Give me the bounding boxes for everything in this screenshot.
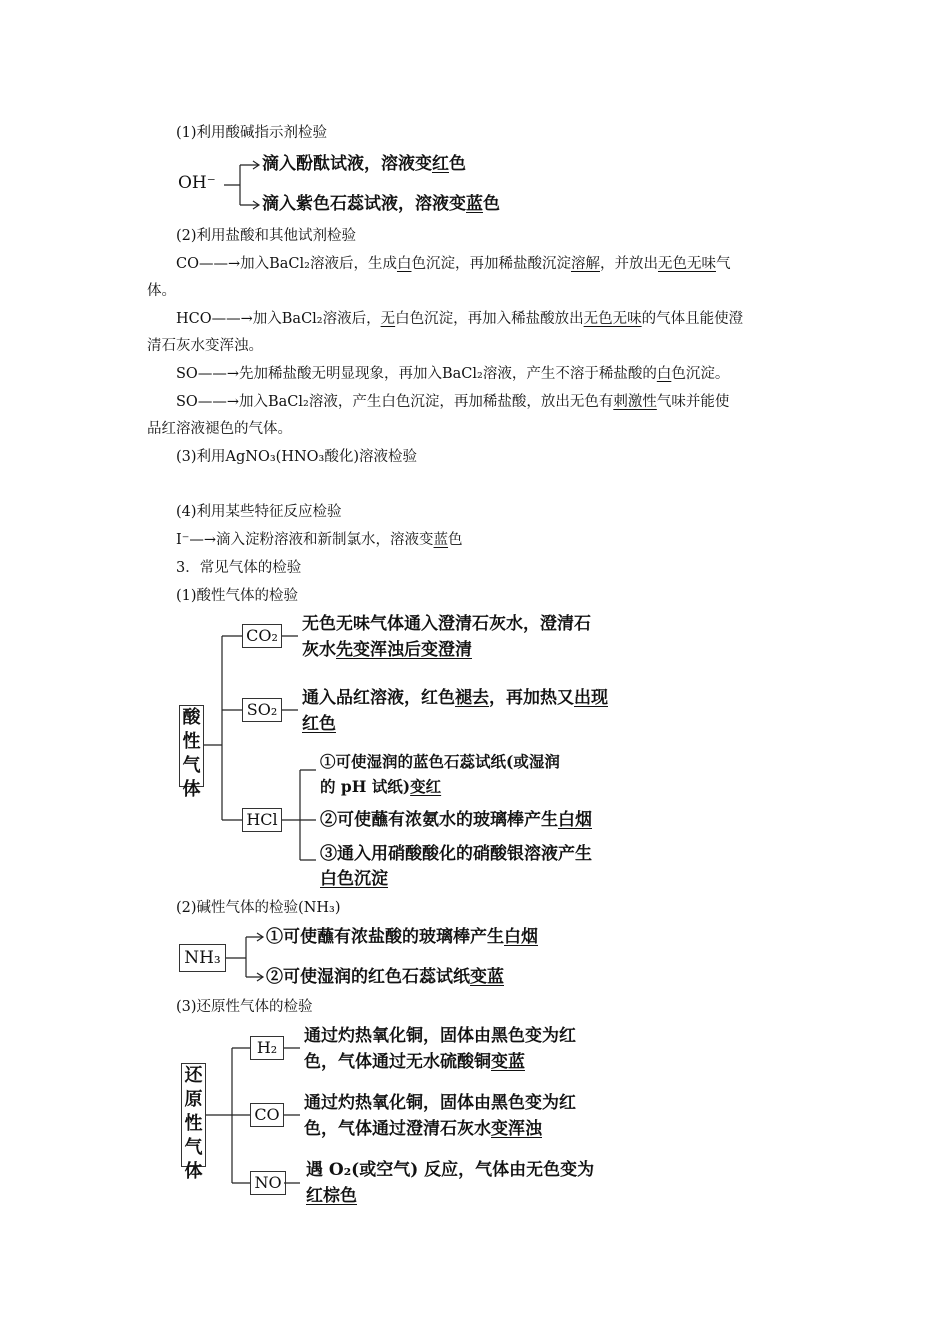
so2-desc-2: 红色 <box>302 714 336 734</box>
h2-desc-2: 色，气体通过无水硫酸铜变蓝 <box>304 1052 525 1072</box>
indicator-line-1: 滴入酚酞试液，溶液变红色 <box>262 154 466 174</box>
nh3-box: NH₃ <box>179 944 226 972</box>
hcl-item-1b: 的 pH 试纸)变红 <box>320 777 442 796</box>
section-title-indicator: (1)利用酸碱指示剂检验 <box>176 125 328 141</box>
section-title-hcl: (2)利用盐酸和其他试剂检验 <box>176 228 357 244</box>
carbonate-line-cont: 体。 <box>147 283 176 299</box>
co2-desc-1: 无色无味气体通入澄清石灰水，澄清石 <box>302 614 591 634</box>
indicator-line-2: 滴入紫色石蕊试液，溶液变蓝色 <box>262 194 500 214</box>
acid-gas-group-box: 酸性气体 <box>179 705 204 787</box>
co2-box: CO₂ <box>242 624 282 648</box>
gas-detection-heading: 3．常见气体的检验 <box>176 560 302 576</box>
hcl-item-3a: ③通入用硝酸酸化的硝酸银溶液产生 <box>320 844 592 864</box>
no-desc-1: 遇 O₂(或空气) 反应，气体由无色变为 <box>306 1160 595 1180</box>
co-box: CO <box>250 1103 284 1127</box>
hcl-item-3b: 白色沉淀 <box>320 869 388 889</box>
no-desc-2: 红棕色 <box>306 1186 357 1206</box>
carbonate-line: CO——→加入BaCl₂溶液后，生成白色沉淀，再加稀盐酸沉淀溶解，并放出无色无味气 <box>176 256 731 272</box>
co-desc-2: 色，气体通过澄清石灰水变浑浊 <box>304 1119 542 1139</box>
reducing-gas-title: (3)还原性气体的检验 <box>176 999 313 1015</box>
section-title-feature: (4)利用某些特征反应检验 <box>176 504 342 520</box>
hcl-item-2: ②可使蘸有浓氨水的玻璃棒产生白烟 <box>320 810 592 830</box>
iodide-line: I⁻—→滴入淀粉溶液和新制氯水，溶液变蓝色 <box>176 532 463 548</box>
no-box: NO <box>250 1171 286 1195</box>
section-title-agno3: (3)利用AgNO₃(HNO₃酸化)溶液检验 <box>176 449 418 465</box>
bicarbonate-line: HCO——→加入BaCl₂溶液后，无白色沉淀，再加入稀盐酸放出无色无味的气体且能使澄 <box>176 311 744 327</box>
hcl-item-1a: ①可使湿润的蓝色石蕊试纸(或湿润 <box>320 752 560 771</box>
acid-gas-title: (1)酸性气体的检验 <box>176 588 299 604</box>
co2-desc-2: 灰水先变浑浊后变澄清 <box>302 640 472 660</box>
co-desc-1: 通过灼热氧化铜，固体由黑色变为红 <box>304 1093 576 1113</box>
hcl-box: HCl <box>242 808 282 832</box>
sulfite-line: SO——→加入BaCl₂溶液，产生白色沉淀，再加稀盐酸，放出无色有刺激性气味并能使 <box>176 394 730 410</box>
reducing-gas-group-box: 还原性气体 <box>181 1063 206 1167</box>
nh3-line-1: ①可使蘸有浓盐酸的玻璃棒产生白烟 <box>266 927 538 947</box>
sulfite-line-cont: 品红溶液褪色的气体。 <box>147 421 292 437</box>
nh3-line-2: ②可使湿润的红色石蕊试纸变蓝 <box>266 967 504 987</box>
so2-desc-1: 通入品红溶液，红色褪去，再加热又出现 <box>302 688 608 708</box>
bicarbonate-line-cont: 清石灰水变浑浊。 <box>147 338 263 354</box>
basic-gas-title: (2)碱性气体的检验(NH₃) <box>176 900 341 916</box>
h2-desc-1: 通过灼热氧化铜，固体由黑色变为红 <box>304 1026 576 1046</box>
hydroxide-ion: OH⁻ <box>178 173 216 193</box>
so2-box: SO₂ <box>242 698 282 722</box>
sulfate-line: SO——→先加稀盐酸无明显现象，再加入BaCl₂溶液，产生不溶于稀盐酸的白色沉淀。 <box>176 366 730 382</box>
h2-box: H₂ <box>250 1036 284 1060</box>
